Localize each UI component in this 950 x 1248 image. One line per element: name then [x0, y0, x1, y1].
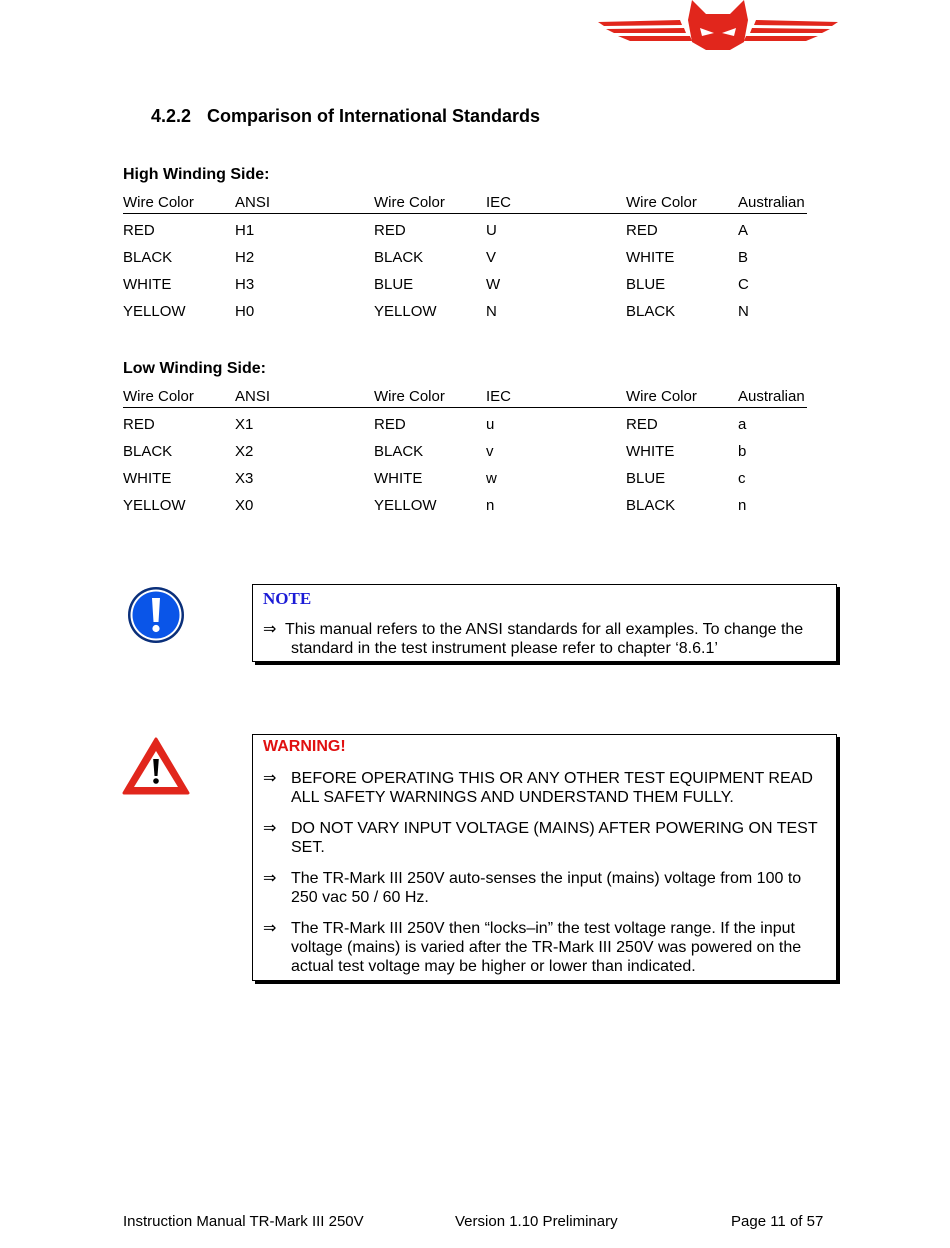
- table-cell: H2: [235, 249, 255, 266]
- column-header: ANSI: [235, 388, 271, 405]
- table-row: [123, 470, 807, 497]
- table-cell: w: [486, 470, 497, 487]
- section-title: Comparison of International Standards: [207, 106, 541, 126]
- table-cell: A: [738, 222, 749, 239]
- note-bullet: [263, 620, 828, 658]
- table-cell: YELLOW: [123, 497, 186, 514]
- table-cell: BLACK: [626, 497, 676, 514]
- arrow-bullet: ⇒: [263, 770, 277, 787]
- note-box: [252, 584, 837, 662]
- table-cell: H3: [235, 276, 255, 293]
- table-cell: WHITE: [374, 470, 423, 487]
- table-cell: BLACK: [374, 249, 424, 266]
- column-header: ANSI: [235, 194, 271, 211]
- note-title: NOTE: [263, 589, 312, 608]
- footer-page-number: Page 11 of 57: [731, 1213, 824, 1230]
- warning-item: [263, 919, 828, 976]
- table-cell: u: [486, 416, 495, 433]
- table-cell: WHITE: [626, 249, 675, 266]
- table-header-row: [123, 388, 807, 408]
- table-cell: BLACK: [123, 443, 173, 460]
- warning-text: DO NOT VARY INPUT VOLTAGE (MAINS) AFTER POWERING ON TEST SET.: [291, 820, 818, 856]
- table-cell: U: [486, 222, 497, 239]
- table-row: [123, 497, 807, 524]
- table-row: [123, 249, 807, 276]
- table-cell: N: [486, 303, 497, 320]
- footer-manual-title: Instruction Manual TR-Mark III 250V: [123, 1213, 364, 1230]
- table-cell: WHITE: [626, 443, 675, 460]
- table-cell: RED: [123, 416, 155, 433]
- table-cell: X1: [235, 416, 254, 433]
- table-cell: B: [738, 249, 749, 266]
- warning-item: [263, 769, 828, 807]
- table-cell: C: [738, 276, 749, 293]
- table-cell: V: [486, 249, 497, 266]
- table-cell: X2: [235, 443, 254, 460]
- column-header: IEC: [486, 388, 512, 405]
- table-cell: n: [738, 497, 747, 514]
- high-winding-title: High Winding Side:: [123, 166, 270, 183]
- high-winding-table: [123, 194, 807, 330]
- table-cell: WHITE: [123, 276, 172, 293]
- warning-title: WARNING!: [263, 738, 346, 755]
- info-exclamation-icon: [127, 586, 185, 644]
- column-header: Wire Color: [123, 194, 194, 211]
- footer-version: Version 1.10 Preliminary: [455, 1213, 618, 1230]
- low-winding-title: Low Winding Side:: [123, 360, 266, 377]
- arrow-bullet: ⇒: [263, 621, 277, 638]
- column-header: Wire Color: [626, 388, 697, 405]
- table-cell: BLACK: [374, 443, 424, 460]
- warning-text: The TR-Mark III 250V auto-senses the input (mains) voltage from 100 to 250 vac 50 / 60 Hz.: [291, 870, 802, 906]
- table-cell: H0: [235, 303, 255, 320]
- table-cell: YELLOW: [123, 303, 186, 320]
- table-cell: RED: [626, 222, 658, 239]
- table-cell: H1: [235, 222, 255, 239]
- table-cell: X3: [235, 470, 254, 487]
- table-row: [123, 303, 807, 330]
- table-row: [123, 443, 807, 470]
- column-header: Wire Color: [374, 194, 445, 211]
- table-cell: N: [738, 303, 749, 320]
- table-cell: RED: [123, 222, 155, 239]
- table-row: [123, 416, 807, 443]
- column-header: Wire Color: [123, 388, 194, 405]
- table-cell: X0: [235, 497, 254, 514]
- warning-text: BEFORE OPERATING THIS OR ANY OTHER TEST EQUIPMENT READ ALL SAFETY WARNINGS AND UNDERSTAND THEM FULLY.: [291, 770, 813, 806]
- table-cell: BLUE: [374, 276, 414, 293]
- table-cell: BLUE: [626, 276, 666, 293]
- warning-box: [252, 734, 837, 981]
- column-header: Australian: [738, 388, 805, 405]
- company-logo: [598, 0, 838, 54]
- table-cell: RED: [626, 416, 658, 433]
- table-cell: c: [738, 470, 746, 487]
- table-cell: n: [486, 497, 495, 514]
- table-cell: a: [738, 416, 747, 433]
- warning-text: The TR-Mark III 250V then “locks–in” the test voltage range. If the input voltage (mains) is varied after the TR-Mark III 250V was powered on the actual test voltage may be higher or lower than indicated.: [291, 920, 802, 975]
- warning-item: [263, 819, 828, 857]
- column-header: Wire Color: [626, 194, 697, 211]
- note-text: This manual refers to the ANSI standards for all examples. To change the standard in the test instrument please refer to chapter ‘8.6.1’: [285, 621, 804, 657]
- table-cell: BLACK: [123, 249, 173, 266]
- table-cell: b: [738, 443, 747, 460]
- column-header: Wire Color: [374, 388, 445, 405]
- table-cell: RED: [374, 222, 406, 239]
- table-header-row: [123, 194, 807, 214]
- section-number: 4.2.2: [151, 106, 192, 126]
- table-cell: v: [486, 443, 494, 460]
- section-heading: [151, 106, 540, 127]
- arrow-bullet: ⇒: [263, 920, 277, 937]
- table-cell: BLUE: [626, 470, 666, 487]
- low-winding-table: [123, 388, 807, 524]
- warning-item: [263, 869, 828, 907]
- column-header: IEC: [486, 194, 512, 211]
- table-cell: YELLOW: [374, 303, 437, 320]
- table-cell: W: [486, 276, 501, 293]
- column-header: Australian: [738, 194, 805, 211]
- table-cell: BLACK: [626, 303, 676, 320]
- warning-triangle-icon: [122, 737, 190, 795]
- table-cell: WHITE: [123, 470, 172, 487]
- table-cell: RED: [374, 416, 406, 433]
- arrow-bullet: ⇒: [263, 820, 277, 837]
- table-cell: YELLOW: [374, 497, 437, 514]
- table-row: [123, 222, 807, 249]
- arrow-bullet: ⇒: [263, 870, 277, 887]
- table-row: [123, 276, 807, 303]
